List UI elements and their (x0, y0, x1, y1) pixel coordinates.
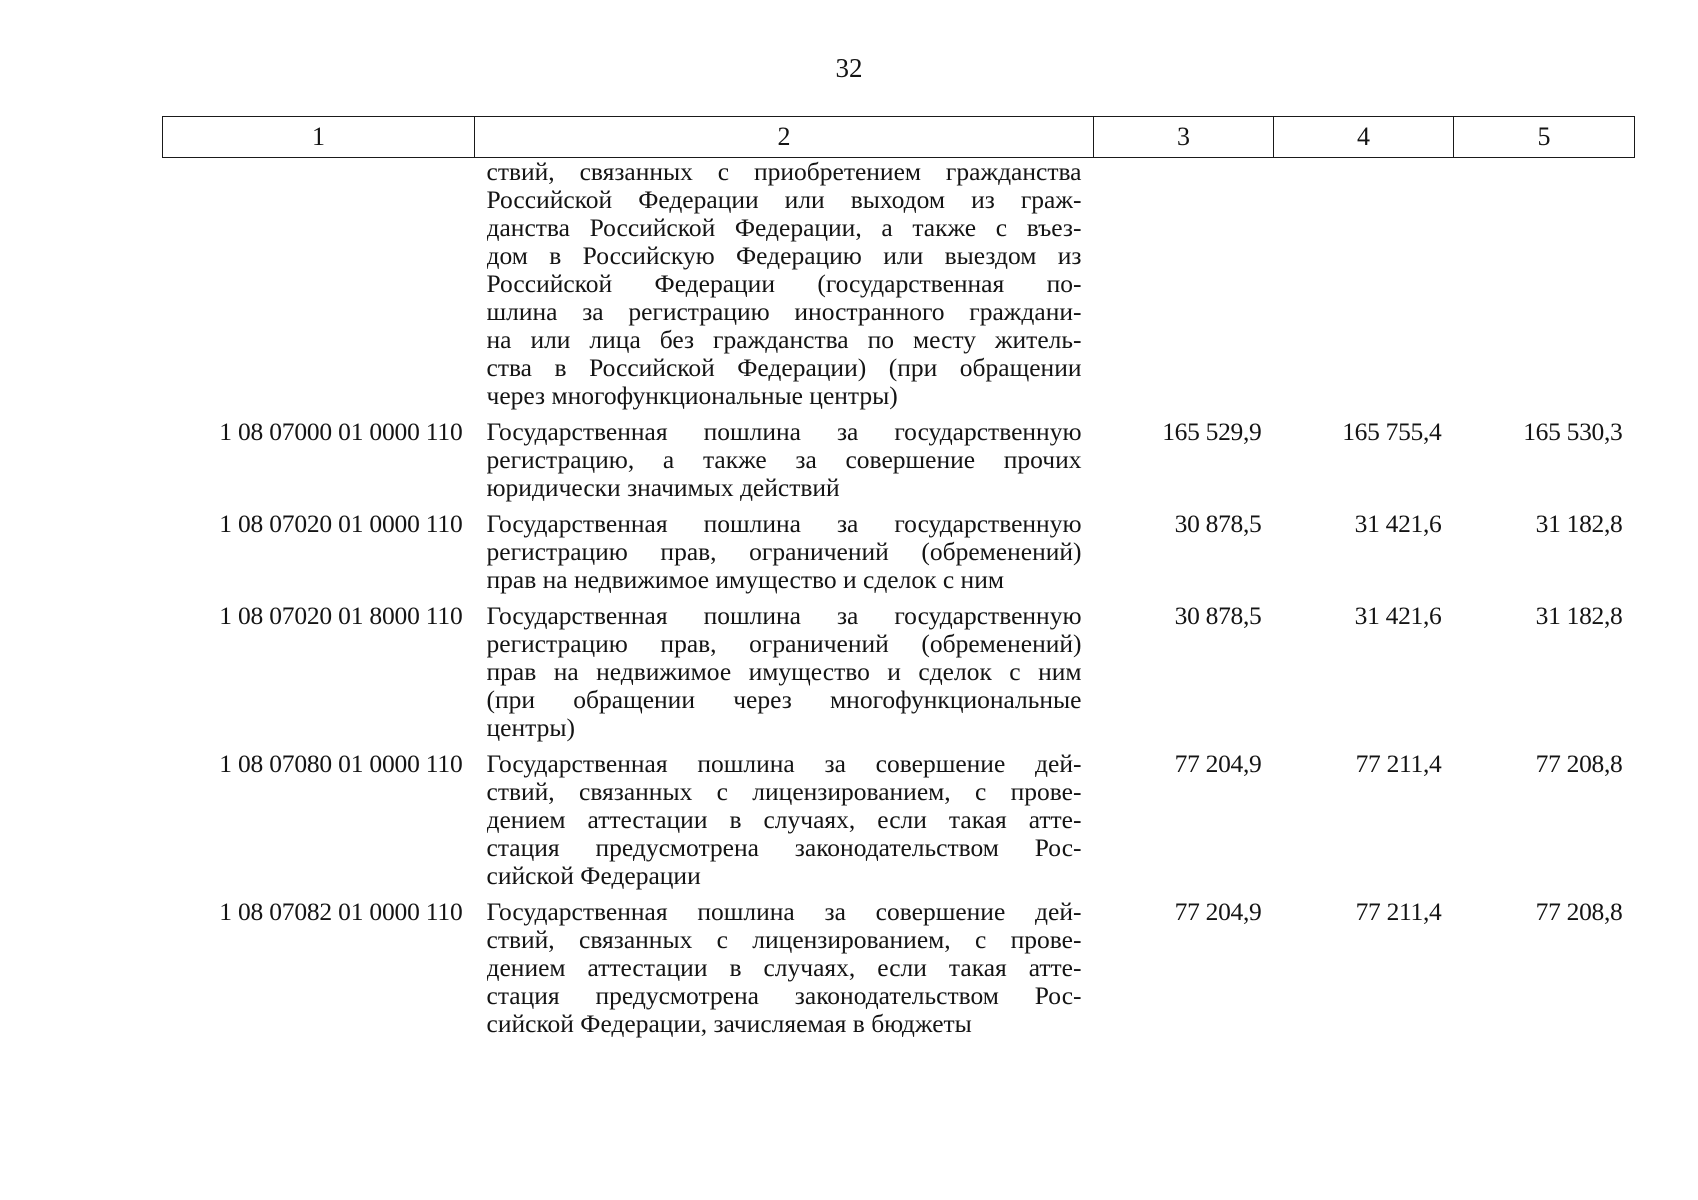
header-col-4: 4 (1274, 117, 1454, 158)
classification-code: 1 08 07020 01 0000 110 (219, 509, 463, 538)
amount-col-3: 77 204,9 (1174, 897, 1262, 926)
description-line: дением аттестации в случаях, если такая атте- (486, 954, 1082, 982)
description-line: ствий, связанных с лицензированием, с прове- (486, 778, 1082, 806)
amount-col-5: 31 182,8 (1535, 509, 1623, 538)
description-line: Российской Федерации (государственная по- (486, 270, 1082, 298)
amount-col-4: 31 421,6 (1354, 601, 1442, 630)
description-text (487, 750, 1082, 890)
amount-col-5: 31 182,8 (1535, 601, 1623, 630)
description-line: прав на недвижимое имущество и сделок с ним (486, 566, 1004, 594)
description-line: шлина за регистрацию иностранного граждани- (486, 298, 1082, 326)
header-col-2: 2 (475, 117, 1094, 158)
description-line: сийской Федерации, зачисляемая в бюджеты (486, 1010, 972, 1038)
description-line: через многофункциональные центры) (486, 382, 898, 410)
description-line: Государственная пошлина за государственную (486, 418, 1082, 446)
amount-col-3: 165 529,9 (1162, 417, 1262, 446)
revenue-description (475, 594, 1094, 742)
amount-col-3 (1094, 158, 1274, 411)
description-line: регистрацию, а также за совершение прочих (486, 446, 1082, 474)
description-text (487, 602, 1082, 742)
description-line: сийской Федерации (486, 862, 701, 890)
table-row-continuation (163, 158, 1635, 411)
page-number: 32 (835, 53, 863, 83)
budget-table (162, 116, 1635, 1038)
description-line: Государственная пошлина за совершение дей- (486, 898, 1082, 926)
description-text (487, 898, 1082, 1038)
classification-code: 1 08 07000 01 0000 110 (219, 417, 463, 446)
description-line: центры) (486, 714, 575, 742)
classification-code: 1 08 07080 01 0000 110 (219, 749, 463, 778)
description-text (487, 418, 1082, 502)
amount-col-4: 31 421,6 (1354, 509, 1442, 538)
table-row (163, 742, 1635, 890)
amount-col-4: 165 755,4 (1342, 417, 1442, 446)
table-row (163, 890, 1635, 1038)
table-row (163, 594, 1635, 742)
header-row (163, 117, 1635, 158)
description-line: стация предусмотрена законодательством Рос- (486, 982, 1082, 1010)
description-line: юридически значимых действий (486, 474, 840, 502)
revenue-description (475, 502, 1094, 594)
amount-col-4 (1274, 158, 1454, 411)
amount-col-3: 30 878,5 (1174, 509, 1262, 538)
description-line: ствий, связанных с лицензированием, с прове- (486, 926, 1082, 954)
description-line: Государственная пошлина за государственную (486, 602, 1082, 630)
description-line: дом в Российскую Федерацию или выездом из (486, 242, 1082, 270)
table-row (163, 410, 1635, 502)
revenue-description (475, 158, 1094, 411)
revenue-description (475, 742, 1094, 890)
description-line: ствий, связанных с приобретением гражданства (486, 158, 1082, 186)
classification-code: 1 08 07082 01 0000 110 (219, 897, 463, 926)
description-line: регистрацию прав, ограничений (обременений) (486, 630, 1082, 658)
description-line: данства Российской Федерации, а также с въез- (486, 214, 1082, 242)
table-header (163, 117, 1635, 158)
header-col-5: 5 (1454, 117, 1635, 158)
revenue-description (475, 890, 1094, 1038)
amount-col-4: 77 211,4 (1355, 749, 1442, 778)
header-col-3: 3 (1094, 117, 1274, 158)
amount-col-4: 77 211,4 (1355, 897, 1442, 926)
description-line: прав на недвижимое имущество и сделок с ним (486, 658, 1082, 686)
description-text (487, 158, 1082, 410)
description-line: дением аттестации в случаях, если такая атте- (486, 806, 1082, 834)
description-line: Государственная пошлина за совершение дей- (486, 750, 1082, 778)
description-line: регистрацию прав, ограничений (обременений) (486, 538, 1082, 566)
description-line: стация предусмотрена законодательством Рос- (486, 834, 1082, 862)
description-line: Российской Федерации или выходом из граж- (486, 186, 1082, 214)
description-line: на или лица без гражданства по месту житель- (486, 326, 1082, 354)
amount-col-5 (1454, 158, 1635, 411)
table-row (163, 502, 1635, 594)
amount-col-3: 77 204,9 (1174, 749, 1262, 778)
classification-code (163, 158, 475, 411)
description-line: (при обращении через многофункциональные (486, 686, 1082, 714)
amount-col-5: 165 530,3 (1523, 417, 1623, 446)
description-text (487, 510, 1082, 594)
classification-code: 1 08 07020 01 8000 110 (219, 601, 463, 630)
header-col-1: 1 (163, 117, 475, 158)
description-line: ства в Российской Федерации) (при обращении (486, 354, 1082, 382)
amount-col-5: 77 208,8 (1535, 897, 1623, 926)
description-line: Государственная пошлина за государственную (486, 510, 1082, 538)
revenue-description (475, 410, 1094, 502)
amount-col-3: 30 878,5 (1174, 601, 1262, 630)
table-body (163, 158, 1635, 1039)
amount-col-5: 77 208,8 (1535, 749, 1623, 778)
